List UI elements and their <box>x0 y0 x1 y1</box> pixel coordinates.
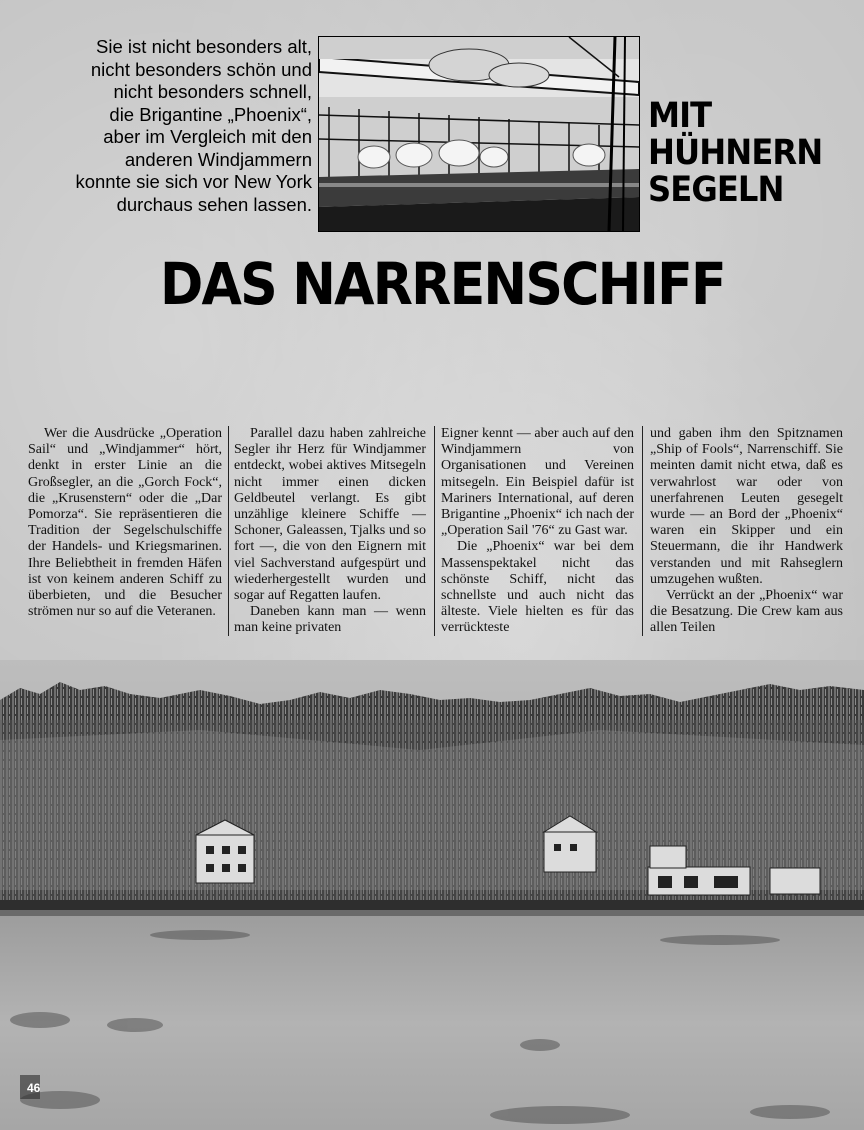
page-number: 46 <box>27 1081 41 1095</box>
kicker-headline: MIT HÜHNERN SEGELN <box>648 96 823 210</box>
column-4-paragraph-1: und gaben ihm den Spitznamen „Ship of Fools“, Narrenschiff. Sie meinten damit nicht etwa, daß es verwahrlost war oder von unerfahrenen Leuten gesegelt wurde — an Bord der „Phoenix“ waren ein Skipper und ein Steuermann, die ihr Handwerk verstanden und mit Rahseglern umzugehen wußten. <box>650 426 843 587</box>
main-headline: DAS NARRENSCHIFF <box>160 250 725 318</box>
article-column-1 <box>28 426 222 658</box>
lake-shore-photo <box>0 660 864 1130</box>
column-rule-1 <box>228 426 229 636</box>
article-column-2 <box>234 426 426 658</box>
intro-text: Sie ist nicht besonders alt, nicht besonders schön und nicht besonders schnell, die Brigantine „Phoenix“, aber im Vergleich mit den anderen Windjammern konnte sie sich vor New York durchaus sehen lassen. <box>75 36 312 215</box>
column-2-paragraph-1: Parallel dazu haben zahlreiche Segler ihr Herz für Windjammer entdeckt, wobei aktives Mitsegeln nicht immer einen dicken Geldbeutel verlangt. Es gibt unzählige kleinere Schiffe — Schoner, Galeassen, Tjalks und so fort —, die von den Eignern mit viel Sachverstand aufgespürt und wiederhergestellt wurden und sogar auf Regatten laufen. <box>234 426 426 604</box>
column-2-paragraph-2: Daneben kann man — wenn man keine privaten <box>234 604 426 636</box>
column-1-paragraph-1: Wer die Ausdrücke „Operation Sail“ und „Windjammer“ hört, denkt in erster Linie an die Großsegler, an die „Gorch Fock“, die „Krusenstern“ oder die „Dar Pomorza“. Sie repräsentieren die Tradition der Segelschulschiffe der Handels- und Kriegsmarinen. Ihre Beliebtheit in fremden Häfen ist von keinem anderen Schiff zu überbieten, und die Besucher strömen nur so auf die Veteranen. <box>28 426 222 620</box>
ship-deck-photo <box>318 36 640 232</box>
column-3-paragraph-1: Eigner kennt — aber auch auf den Windjammern von Organisationen und Vereinen mitsegeln. Ein Beispiel dafür ist Mariners International, auf deren Brigantine „Phoenix“ ich nach der „Operation Sail '76“ zu Gast war. <box>441 426 634 539</box>
article-column-4 <box>650 426 843 658</box>
column-rule-2 <box>434 426 435 636</box>
article-column-3 <box>441 426 634 658</box>
column-4-paragraph-2: Verrückt an der „Phoenix“ war die Besatzung. Die Crew kam aus allen Teilen <box>650 588 843 636</box>
column-rule-3 <box>642 426 643 636</box>
column-3-paragraph-2: Die „Phoenix“ war bei dem Massenspektakel nicht das schönste Schiff, nicht das schnellste und auch nicht das älteste. Viele hielten es für das verrückteste <box>441 539 634 636</box>
